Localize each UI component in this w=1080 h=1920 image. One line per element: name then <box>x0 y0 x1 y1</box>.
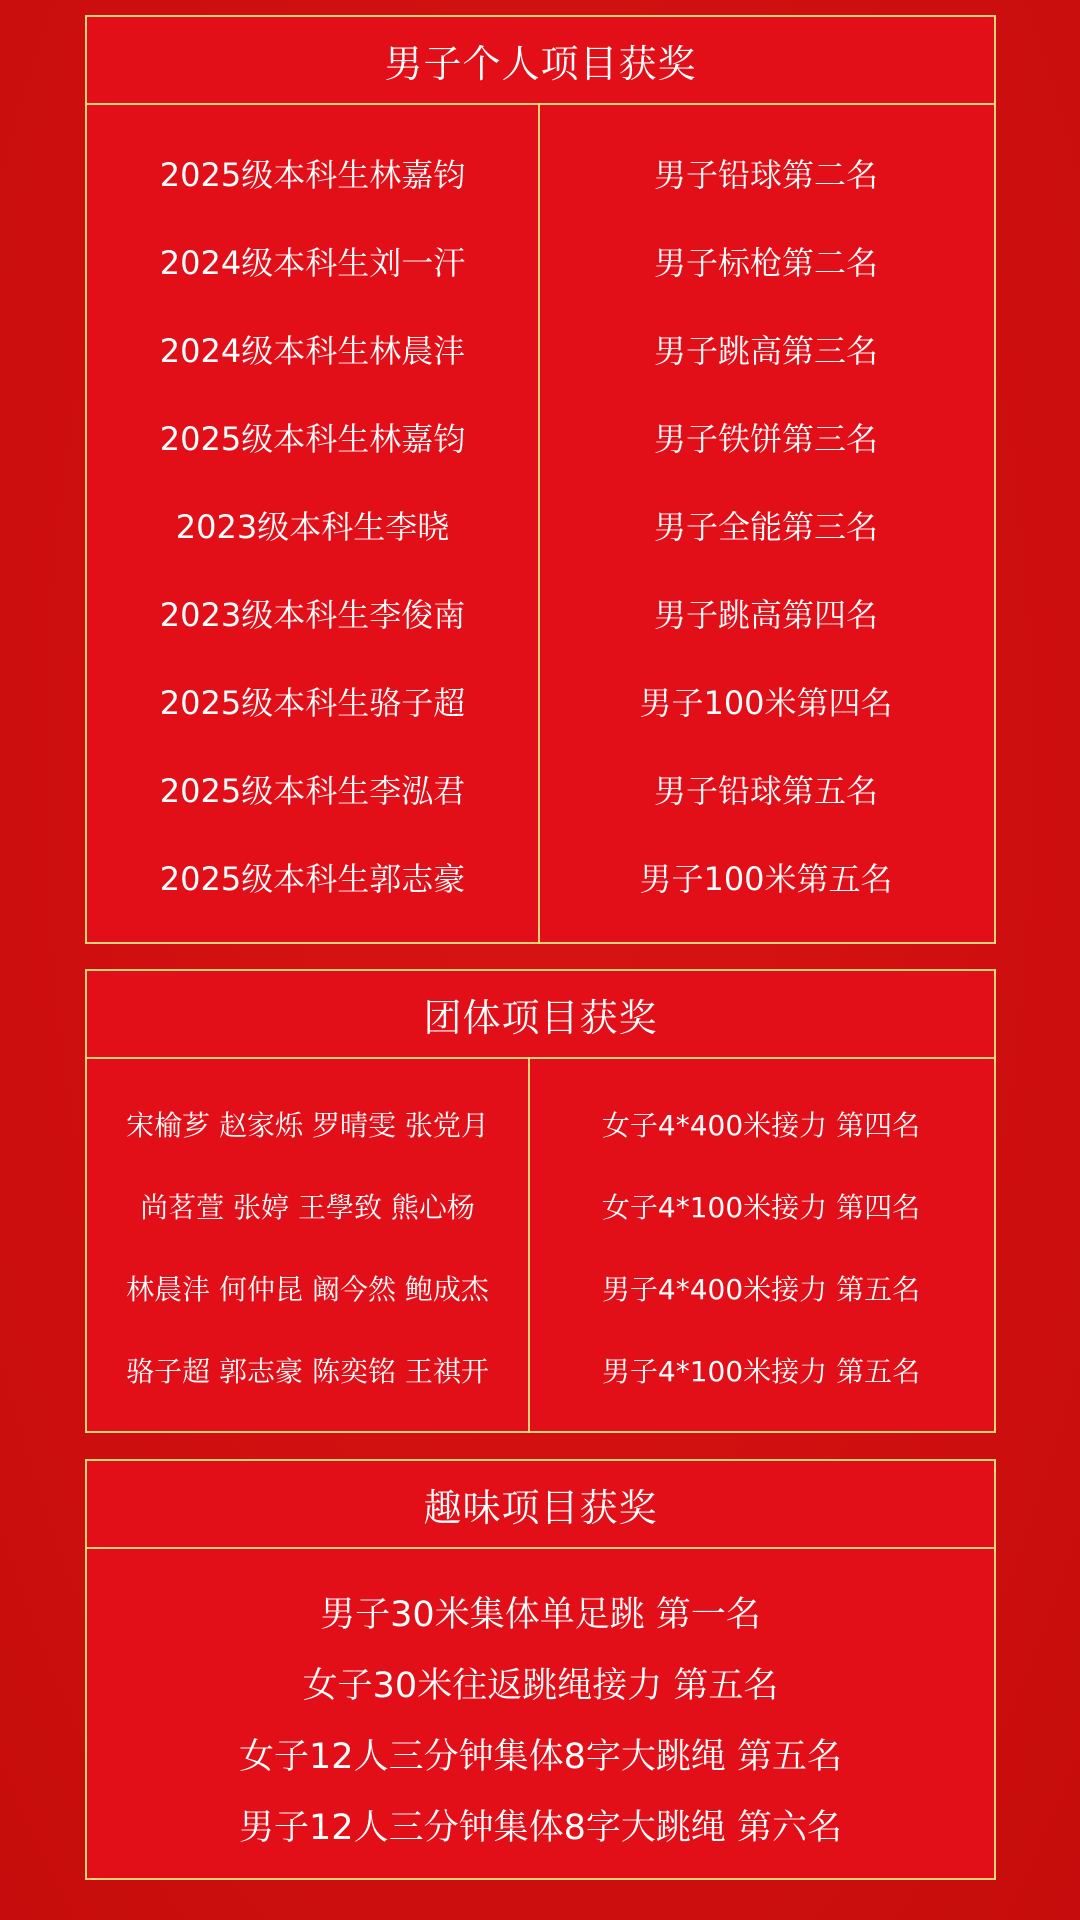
individual-award: 男子100米第四名 <box>639 684 893 722</box>
fun-awards-panel <box>85 1459 996 1880</box>
individual-award: 男子标枪第二名 <box>653 244 878 282</box>
fun-awards-title: 趣味项目获奖 <box>87 1461 994 1549</box>
team-awards-table <box>87 1059 994 1431</box>
individual-names-column <box>87 129 538 942</box>
individual-award: 男子铁饼第三名 <box>653 420 878 458</box>
individual-awards-column <box>538 129 994 942</box>
individual-name: 2025级本科生骆子超 <box>159 684 466 722</box>
individual-name: 2025级本科生李泓君 <box>159 772 466 810</box>
team-award: 女子4*400米接力 第四名 <box>601 1109 921 1142</box>
team-award: 女子4*100米接力 第四名 <box>601 1191 921 1224</box>
individual-awards-table <box>87 105 994 942</box>
individual-name: 2024级本科生林晨沣 <box>159 332 466 370</box>
individual-award: 男子全能第三名 <box>653 508 878 546</box>
fun-award: 男子12人三分钟集体8字大跳绳 第六名 <box>239 1807 842 1848</box>
individual-name: 2023级本科生李俊南 <box>159 596 466 634</box>
individual-name: 2024级本科生刘一汗 <box>159 244 466 282</box>
individual-award: 男子铅球第二名 <box>653 156 878 194</box>
individual-award: 男子跳高第四名 <box>653 596 878 634</box>
individual-award: 男子铅球第五名 <box>653 772 878 810</box>
individual-award: 男子跳高第三名 <box>653 332 878 370</box>
individual-award: 男子100米第五名 <box>639 860 893 898</box>
team-members: 宋榆芗 赵家烁 罗晴雯 张党月 <box>126 1109 489 1142</box>
team-members: 尚茗萱 张婷 王學致 熊心杨 <box>140 1191 475 1224</box>
individual-name: 2025级本科生林嘉钧 <box>159 156 466 194</box>
team-award: 男子4*100米接力 第五名 <box>601 1355 921 1388</box>
fun-award: 女子12人三分钟集体8字大跳绳 第五名 <box>239 1736 842 1777</box>
team-members: 林晨沣 何仲昆 阚今然 鲍成杰 <box>126 1273 489 1306</box>
column-divider <box>528 1059 530 1431</box>
individual-awards-panel <box>85 15 996 944</box>
individual-awards-title: 男子个人项目获奖 <box>87 17 994 105</box>
team-names-column <box>87 1083 528 1431</box>
column-divider <box>538 105 540 942</box>
fun-award: 男子30米集体单足跳 第一名 <box>320 1594 761 1635</box>
individual-name: 2025级本科生林嘉钧 <box>159 420 466 458</box>
team-awards-panel <box>85 969 996 1433</box>
individual-name: 2023级本科生李晓 <box>175 508 450 546</box>
team-awards-column <box>528 1083 994 1431</box>
fun-awards-list <box>87 1549 994 1860</box>
fun-award: 女子30米往返跳绳接力 第五名 <box>302 1665 779 1706</box>
team-awards-title: 团体项目获奖 <box>87 971 994 1059</box>
individual-name: 2025级本科生郭志豪 <box>159 860 466 898</box>
team-members: 骆子超 郭志豪 陈奕铭 王祺开 <box>126 1355 489 1388</box>
team-award: 男子4*400米接力 第五名 <box>601 1273 921 1306</box>
